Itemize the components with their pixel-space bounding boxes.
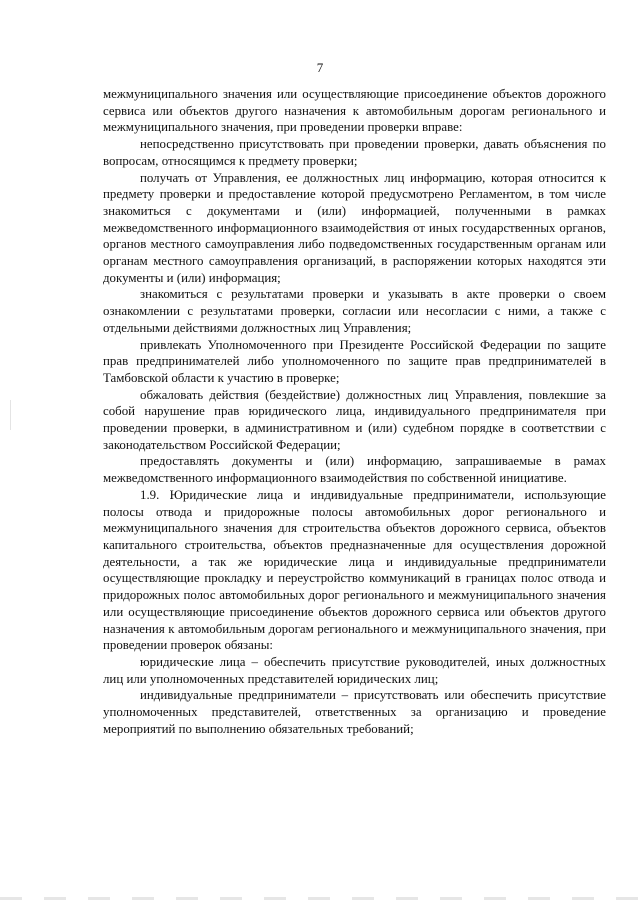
page-number: 7 bbox=[316, 60, 324, 75]
scan-bottom-edge bbox=[0, 897, 640, 900]
paragraph-duty-legal-entities: юридические лица – обеспечить присутствие руководителей, иных должностных лиц или уполномоченных представителей юридических лиц; bbox=[103, 654, 606, 686]
paragraph-right-involve-ombudsman: привлекать Уполномоченного при Президенте Российской Федерации по защите прав предпринимателей либо уполномоченного по защите прав предпринимателей в Тамбовской области к участию в проверке; bbox=[103, 337, 606, 385]
paragraph-right-provide-documents: предоставлять документы и (или) информацию, запрашиваемые в рамах межведомственного информационного взаимодействия по собственной инициативе. bbox=[103, 454, 606, 486]
paragraph-continuation: межмуниципального значения или осуществляющие присоединение объектов дорожного сервиса или объектов другого назначения к автомобильным дорогам регионального и межмуниципального значения, при проведении проверки вправе: bbox=[103, 87, 606, 135]
paragraph-right-attend: непосредственно присутствовать при проведении проверки, давать объяснения по вопросам, относящимся к предмету проверки; bbox=[103, 137, 606, 168]
document-body bbox=[103, 86, 606, 737]
scan-artifact bbox=[10, 400, 11, 430]
paragraph-duty-entrepreneurs: индивидуальные предприниматели – присутствовать или обеспечить присутствие уполномоченных представителей, ответственных за организацию и проведение мероприятий по выполнению обязательных требований; bbox=[103, 688, 606, 736]
paragraph-right-receive-info: получать от Управления, ее должностных лиц информацию, которая относится к предмету проверки и предоставление которой предусмотрено Регламентом, в том числе знакомиться с документами и (или) информацией, полученными в рамках межведомственного информационного взаимодействия от иных государственных органов, органов местного самоуправления либо подведомственных государственным органам или органам местного самоуправления организаций, в распоряжении которых находятся эти документы и (или) информация; bbox=[103, 170, 606, 285]
section-1-9: 1.9. Юридические лица и индивидуальные предприниматели, использующие полосы отвода и придорожные полосы автомобильных дорог регионального и межмуниципального значения для строительства объектов дорожного сервиса, объектов капитального строительства, объектов предназначенные для осуществления дорожной деятельности, а так же юридические лица и индивидуальные предприниматели осуществляющие прокладку и переустройство коммуникаций в границах полос отвода и придорожных полос автомобильных дорог регионального и межмуниципального значения или осуществляющие присоединение объектов дорожного сервиса или объектов другого назначения к автомобильным дорогам регионального и межмуниципального значения, при проведении проверок обязаны: bbox=[103, 487, 606, 653]
paragraph-right-appeal: обжаловать действия (бездействие) должностных лиц Управления, повлекшие за собой нарушение прав юридического лица, индивидуального предпринимателя при проведении проверки, в административном и (или) судебном порядке в соответствии с законодательством Российской Федерации; bbox=[103, 387, 606, 452]
paragraph-right-review-results: знакомиться с результатами проверки и указывать в акте проверки о своем ознакомлении с результатами проверки, согласии или несогласии с ними, а также с отдельными действиями должностных лиц Управления; bbox=[103, 287, 606, 335]
